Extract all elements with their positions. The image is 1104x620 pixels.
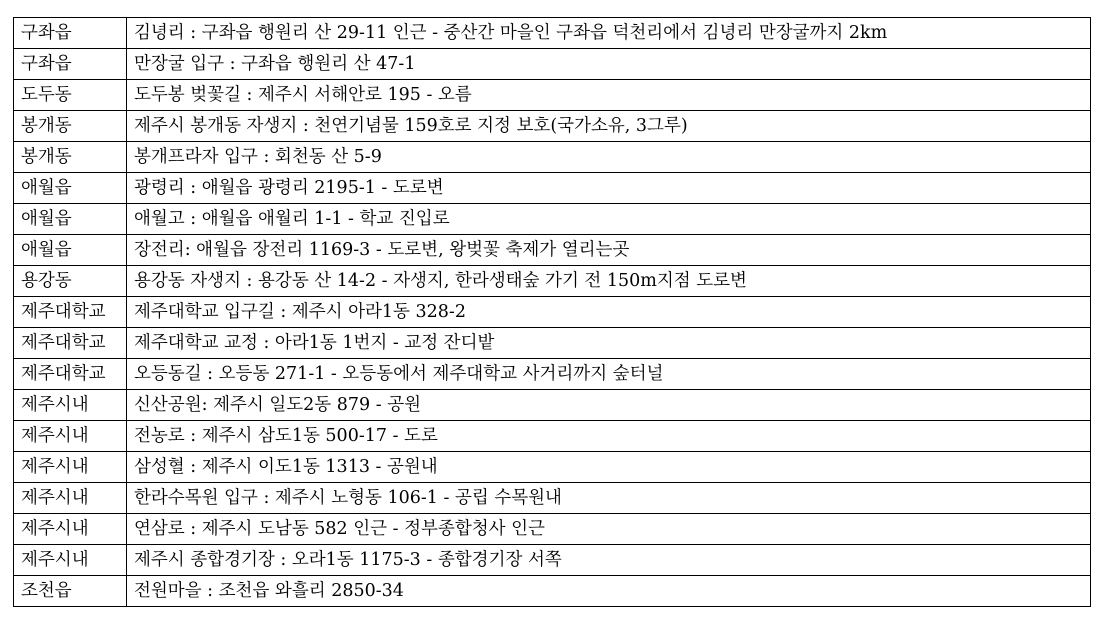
table-row (14, 359, 1091, 390)
location-detail-cell: 장전리: 애월읍 장전리 1169-3 - 도로변, 왕벚꽃 축제가 열리는곳 (127, 235, 1091, 266)
table-row (14, 452, 1091, 483)
location-detail-cell: 제주대학교 입구길 : 제주시 아라1동 328-2 (127, 297, 1091, 328)
area-cell: 제주시내 (14, 514, 127, 545)
location-detail-cell: 애월고 : 애월읍 애월리 1-1 - 학교 진입로 (127, 204, 1091, 235)
area-cell: 구좌읍 (14, 18, 127, 49)
location-detail-cell: 제주시 봉개동 자생지 : 천연기념물 159호로 지정 보호(국가소유, 3그루) (127, 111, 1091, 142)
area-cell: 봉개동 (14, 111, 127, 142)
location-detail-cell: 오등동길 : 오등동 271-1 - 오등동에서 제주대학교 사거리까지 숲터널 (127, 359, 1091, 390)
area-cell: 제주시내 (14, 452, 127, 483)
area-cell: 제주대학교 (14, 359, 127, 390)
table-body (14, 18, 1091, 607)
location-detail-cell: 용강동 자생지 : 용강동 산 14-2 - 자생지, 한라생태숲 가기 전 150m지점 도로변 (127, 266, 1091, 297)
table-row (14, 328, 1091, 359)
location-detail-cell: 광령리 : 애월읍 광령리 2195-1 - 도로변 (127, 173, 1091, 204)
area-cell: 제주대학교 (14, 328, 127, 359)
table-row (14, 235, 1091, 266)
area-cell: 제주시내 (14, 421, 127, 452)
cherry-blossom-location-table (13, 17, 1091, 607)
location-detail-cell: 만장굴 입구 : 구좌읍 행원리 산 47-1 (127, 49, 1091, 80)
area-cell: 제주시내 (14, 545, 127, 576)
table-row (14, 514, 1091, 545)
table-row (14, 576, 1091, 607)
area-cell: 도두동 (14, 80, 127, 111)
location-detail-cell: 제주시 종합경기장 : 오라1동 1175-3 - 종합경기장 서쪽 (127, 545, 1091, 576)
location-detail-cell: 도두봉 벚꽃길 : 제주시 서해안로 195 - 오름 (127, 80, 1091, 111)
area-cell: 용강동 (14, 266, 127, 297)
table-row (14, 390, 1091, 421)
location-detail-cell: 한라수목원 입구 : 제주시 노형동 106-1 - 공립 수목원내 (127, 483, 1091, 514)
location-detail-cell: 김녕리 : 구좌읍 행원리 산 29-11 인근 - 중산간 마을인 구좌읍 덕천리에서 김녕리 만장굴까지 2km (127, 18, 1091, 49)
area-cell: 제주시내 (14, 483, 127, 514)
table-row (14, 111, 1091, 142)
table-row (14, 421, 1091, 452)
area-cell: 조천읍 (14, 576, 127, 607)
table-row (14, 173, 1091, 204)
location-detail-cell: 신산공원: 제주시 일도2동 879 - 공원 (127, 390, 1091, 421)
area-cell: 제주시내 (14, 390, 127, 421)
table-row (14, 545, 1091, 576)
area-cell: 봉개동 (14, 142, 127, 173)
table-row (14, 80, 1091, 111)
table-row (14, 49, 1091, 80)
location-detail-cell: 제주대학교 교정 : 아라1동 1번지 - 교정 잔디밭 (127, 328, 1091, 359)
table-row (14, 142, 1091, 173)
table-row (14, 18, 1091, 49)
location-detail-cell: 삼성혈 : 제주시 이도1동 1313 - 공원내 (127, 452, 1091, 483)
table-row (14, 483, 1091, 514)
location-detail-cell: 봉개프라자 입구 : 회천동 산 5-9 (127, 142, 1091, 173)
area-cell: 애월읍 (14, 204, 127, 235)
table-row (14, 297, 1091, 328)
area-cell: 애월읍 (14, 235, 127, 266)
table-row (14, 266, 1091, 297)
location-detail-cell: 전원마을 : 조천읍 와흘리 2850-34 (127, 576, 1091, 607)
area-cell: 애월읍 (14, 173, 127, 204)
location-detail-cell: 전농로 : 제주시 삼도1동 500-17 - 도로 (127, 421, 1091, 452)
area-cell: 구좌읍 (14, 49, 127, 80)
location-detail-cell: 연삼로 : 제주시 도남동 582 인근 - 정부종합청사 인근 (127, 514, 1091, 545)
table-row (14, 204, 1091, 235)
area-cell: 제주대학교 (14, 297, 127, 328)
